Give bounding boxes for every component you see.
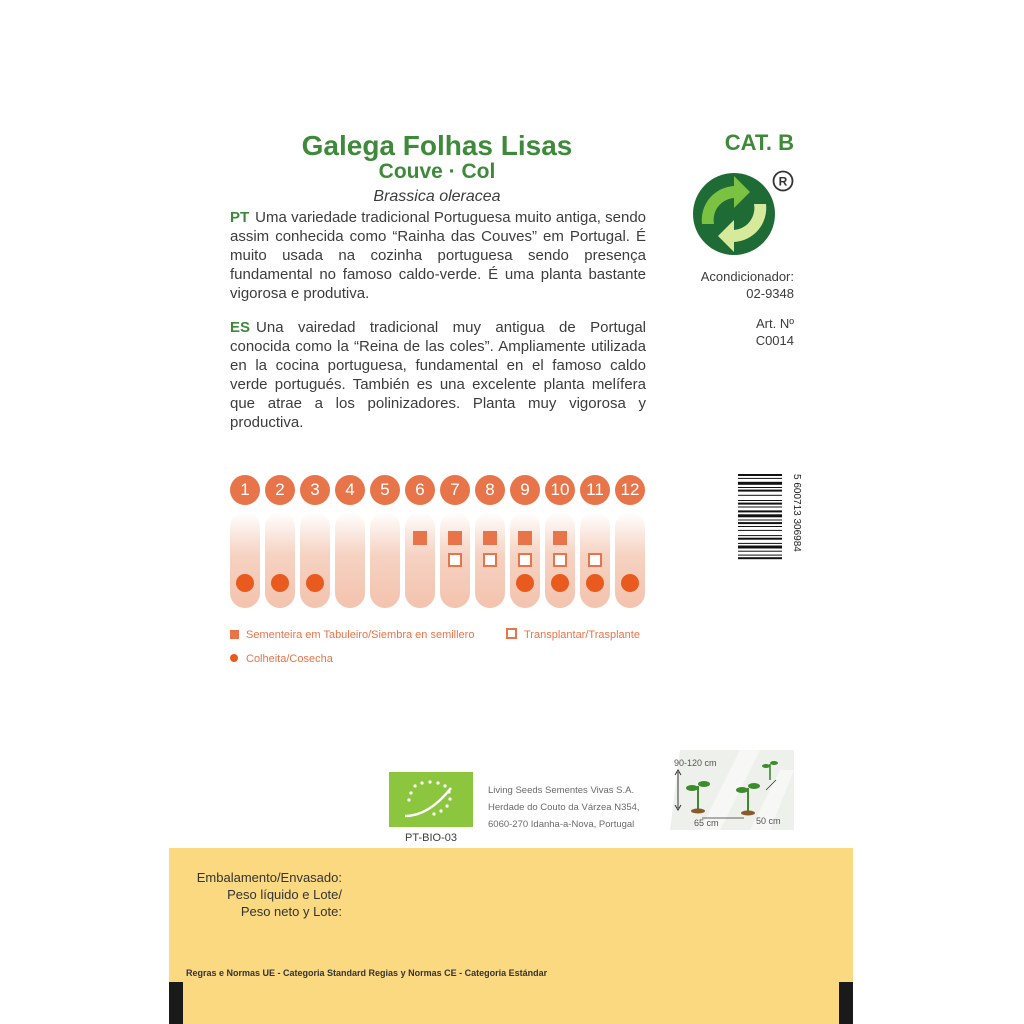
barcode-bars: [738, 474, 782, 559]
barcode-bar: [738, 530, 782, 531]
plant-spacing-diagram: [670, 750, 794, 830]
cultivation-calendar: [228, 470, 652, 620]
lang-code-pt: PT: [230, 209, 250, 226]
eu-organic-leaf-logo-icon: [389, 772, 473, 827]
product-subtitle: Couve · Col: [378, 160, 496, 183]
legend-transplant: [506, 628, 640, 642]
black-edge-right: [839, 982, 853, 1024]
company-info: [488, 782, 640, 833]
packager-label: Acondicionador:: [700, 269, 794, 284]
month-number: 4: [335, 475, 365, 505]
barcode-bar: [738, 526, 782, 527]
barcode-bar: [738, 514, 782, 517]
article-info: [660, 315, 794, 349]
barcode-bar: [738, 555, 782, 556]
barcode-bar: [738, 546, 782, 549]
sowing-marker-icon: [518, 531, 532, 545]
sowing-marker-icon: [448, 531, 462, 545]
barcode-bar: [738, 503, 782, 505]
month-number: 5: [370, 475, 400, 505]
product-title: Galega Folhas Lisas: [301, 130, 573, 161]
company-address-1: Herdade do Couto da Várzea N354,: [488, 802, 640, 813]
barcode-bar: [738, 478, 782, 479]
month-bar: [300, 512, 330, 608]
company-name: Living Seeds Sementes Vivas S.A.: [488, 785, 635, 796]
article-label: Art. Nº: [756, 316, 794, 331]
calendar-month-column: [510, 470, 540, 610]
barcode-bar: [738, 474, 782, 476]
barcode-bar: [738, 510, 782, 512]
barcode-bar: [738, 495, 782, 496]
sowing-marker-icon: [553, 531, 567, 545]
month-bar: [265, 512, 295, 608]
barcode-bar: [738, 490, 782, 492]
transplant-marker-icon: [483, 553, 497, 567]
month-number: 10: [545, 475, 575, 505]
calendar-month-column: [265, 470, 295, 610]
packager-info: [660, 268, 794, 302]
month-number: 2: [265, 475, 295, 505]
transplant-marker-icon: [448, 553, 462, 567]
article-value: C0014: [755, 333, 794, 348]
sowing-marker-icon: [483, 531, 497, 545]
month-bar: [405, 512, 435, 608]
barcode-bar: [738, 551, 782, 552]
month-number: 8: [475, 475, 505, 505]
month-number: 9: [510, 475, 540, 505]
barcode-bar: [738, 500, 782, 501]
barcode-bar: [738, 543, 782, 544]
transplant-marker-icon: [518, 553, 532, 567]
barcode-bar: [738, 557, 782, 559]
barcode-digits: 5 600713 306984: [791, 474, 802, 552]
calendar-month-column: [370, 470, 400, 610]
month-number: 1: [230, 475, 260, 505]
harvest-marker-icon: [306, 574, 324, 592]
calendar-month-column: [615, 470, 645, 610]
barcode-bar: [738, 520, 782, 521]
category-label: CAT. B: [724, 130, 794, 155]
harvest-dot-icon: [230, 654, 238, 662]
harvest-marker-icon: [516, 574, 534, 592]
month-number: 6: [405, 475, 435, 505]
registered-mark-icon: [772, 170, 794, 192]
transplant-square-outline-icon: [506, 628, 517, 639]
sowing-marker-icon: [413, 531, 427, 545]
packaging-line-2: Peso líquido e Lote/: [227, 887, 342, 902]
harvest-marker-icon: [271, 574, 289, 592]
legend-sowing-label: Sementeira em Tabuleiro/Siembra en semillero: [246, 629, 475, 641]
barcode-bar: [738, 507, 782, 508]
legend-sowing: [230, 628, 474, 642]
legend-harvest: [230, 652, 333, 666]
month-number: 12: [615, 475, 645, 505]
transplant-marker-icon: [588, 553, 602, 567]
transplant-marker-icon: [553, 553, 567, 567]
barcode-bar: [738, 482, 782, 485]
calendar-month-column: [405, 470, 435, 610]
month-number: 11: [580, 475, 610, 505]
packaging-lines: [186, 869, 342, 920]
calendar-month-column: [335, 470, 365, 610]
description-pt-text: Uma variedade tradicional Portuguesa muito antiga, sendo assim conhecida como “Rainha das Couves” em Portugal. É muito usada na cozinha portuguesa sendo presença fundamental no famoso caldo-verde. É uma planta bastante vigorosa e produtiva.: [230, 209, 646, 302]
harvest-marker-icon: [586, 574, 604, 592]
description-pt: [230, 208, 646, 303]
spacing-row-label: 65 cm: [694, 818, 719, 828]
barcode-bar: [738, 487, 782, 488]
green-dot-logo-icon: [692, 172, 776, 256]
packaging-line-1: Embalamento/Envasado:: [196, 870, 342, 885]
svg-text:R: R: [778, 174, 788, 189]
barcode: [738, 472, 802, 588]
calendar-month-column: [475, 470, 505, 610]
packager-value: 02-9348: [746, 286, 794, 301]
description-es-text: Una vairedad tradicional muy antigua de Portugal conocida como la “Reina de las coles”. Ampliamente utilizada en la cocina portuguesa, fundamental en el famoso caldo verde portugués. También es una excelente planta melífera que atrae a los polinizadores. Planta muy vigorosa y productiva.: [230, 319, 646, 431]
harvest-marker-icon: [621, 574, 639, 592]
company-address-2: 6060-270 Idanha-a-Nova, Portugal: [488, 819, 635, 830]
spacing-height-label: 90-120 cm: [674, 758, 717, 768]
month-number: 7: [440, 475, 470, 505]
organic-certification-code: PT-BIO-03: [405, 832, 457, 844]
sowing-square-icon: [230, 630, 239, 639]
calendar-month-column: [300, 470, 330, 610]
month-bar: [335, 512, 365, 608]
legend-harvest-label: Colheita/Cosecha: [246, 653, 333, 665]
calendar-month-column: [440, 470, 470, 610]
calendar-month-column: [580, 470, 610, 610]
packaging-line-3: Peso neto y Lote:: [240, 904, 342, 919]
harvest-marker-icon: [236, 574, 254, 592]
month-bar: [615, 512, 645, 608]
latin-name: Brassica oleracea: [373, 188, 501, 205]
month-number: 3: [300, 475, 330, 505]
spacing-plant-label: 50 cm: [756, 816, 781, 826]
description-es: [230, 318, 646, 432]
barcode-bar: [738, 522, 782, 524]
month-bar: [370, 512, 400, 608]
barcode-bar: [738, 535, 782, 536]
calendar-month-column: [545, 470, 575, 610]
harvest-marker-icon: [551, 574, 569, 592]
lang-code-es: ES: [230, 319, 251, 336]
rules-statement: Regras e Normas UE - Categoria Standard Regias y Normas CE - Categoria Estándar: [186, 968, 548, 978]
black-edge-left: [169, 982, 183, 1024]
calendar-month-column: [230, 470, 260, 610]
month-bar: [230, 512, 260, 608]
legend-transplant-label: Transplantar/Trasplante: [524, 629, 640, 641]
barcode-bar: [738, 538, 782, 540]
